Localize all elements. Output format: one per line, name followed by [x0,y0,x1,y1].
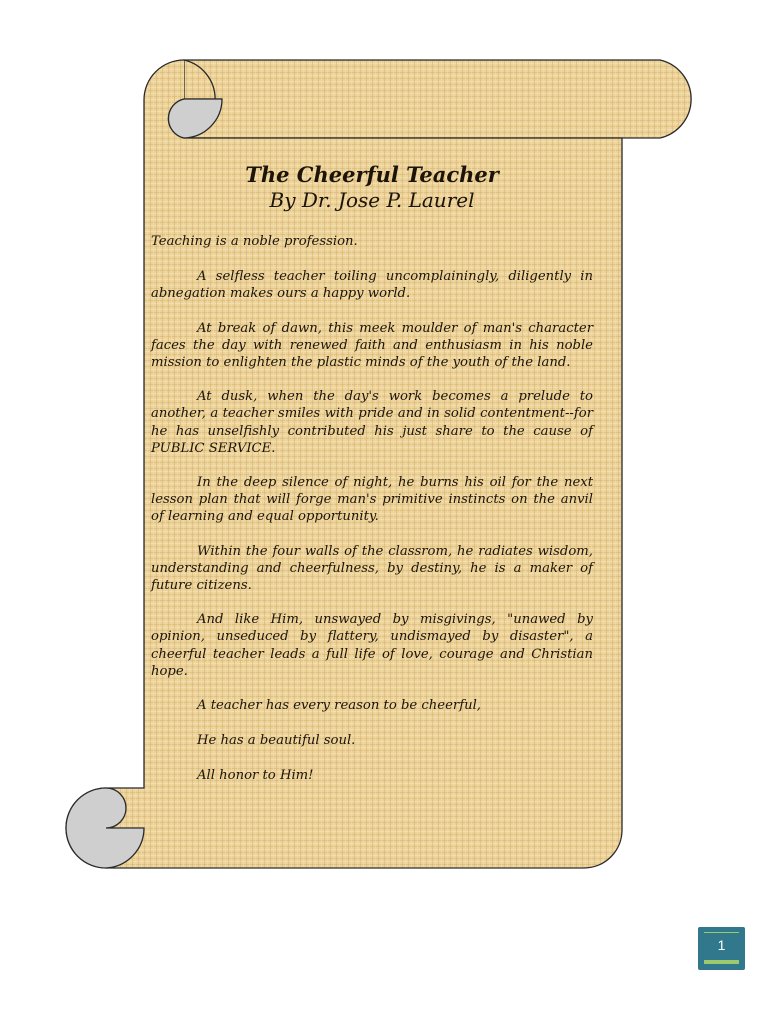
page-number-badge [698,927,745,970]
paragraph-1: Teaching is a noble profession. [151,234,358,249]
poem-title: The Cheerful Teacher [245,162,499,187]
paragraph-2: A selfless teacher toiling uncomplainingly, diligently in abnegation makes ours a happy world. [151,269,593,302]
poem-container [151,162,593,803]
page-number: 1 [717,937,726,953]
paragraph-9: He has a beautiful soul. [197,733,356,749]
paragraph-5: In the deep silence of night, he burns his oil for the next lesson plan that will forge man's primitive instincts on the anvil of learning and equal opportunity. [151,475,593,525]
paragraph-4: At dusk, when the day's work becomes a prelude to another, a teacher smiles with pride and in solid contentment--for he has unselfishly contributed his just share to the cause of PUBLIC SERVICE. [151,389,593,456]
poem-author: By Dr. Jose P. Laurel [269,188,475,212]
paragraph-7: And like Him, unswayed by misgivings, "unawed by opinion, unseduced by flattery, undismayed by disaster", a cheerful teacher leads a full life of love, courage and Christian hope. [151,612,593,679]
poem-body [151,233,593,785]
paragraph-10: All honor to Him! [197,768,314,784]
scroll-top-roll [184,60,691,138]
badge-line-bottom [704,960,739,964]
paragraph-3: At break of dawn, this meek moulder of man's character faces the day with renewed faith and enthusiasm in his noble mission to enlighten the plastic minds of the youth of the land. [151,320,593,371]
badge-line-top [704,932,739,933]
paragraph-8: A teacher has every reason to be cheerful, [197,698,481,714]
paragraph-6: Within the four walls of the classrom, he radiates wisdom, understanding and cheerfulness, by destiny, he is a maker of future citizens. [151,543,593,594]
